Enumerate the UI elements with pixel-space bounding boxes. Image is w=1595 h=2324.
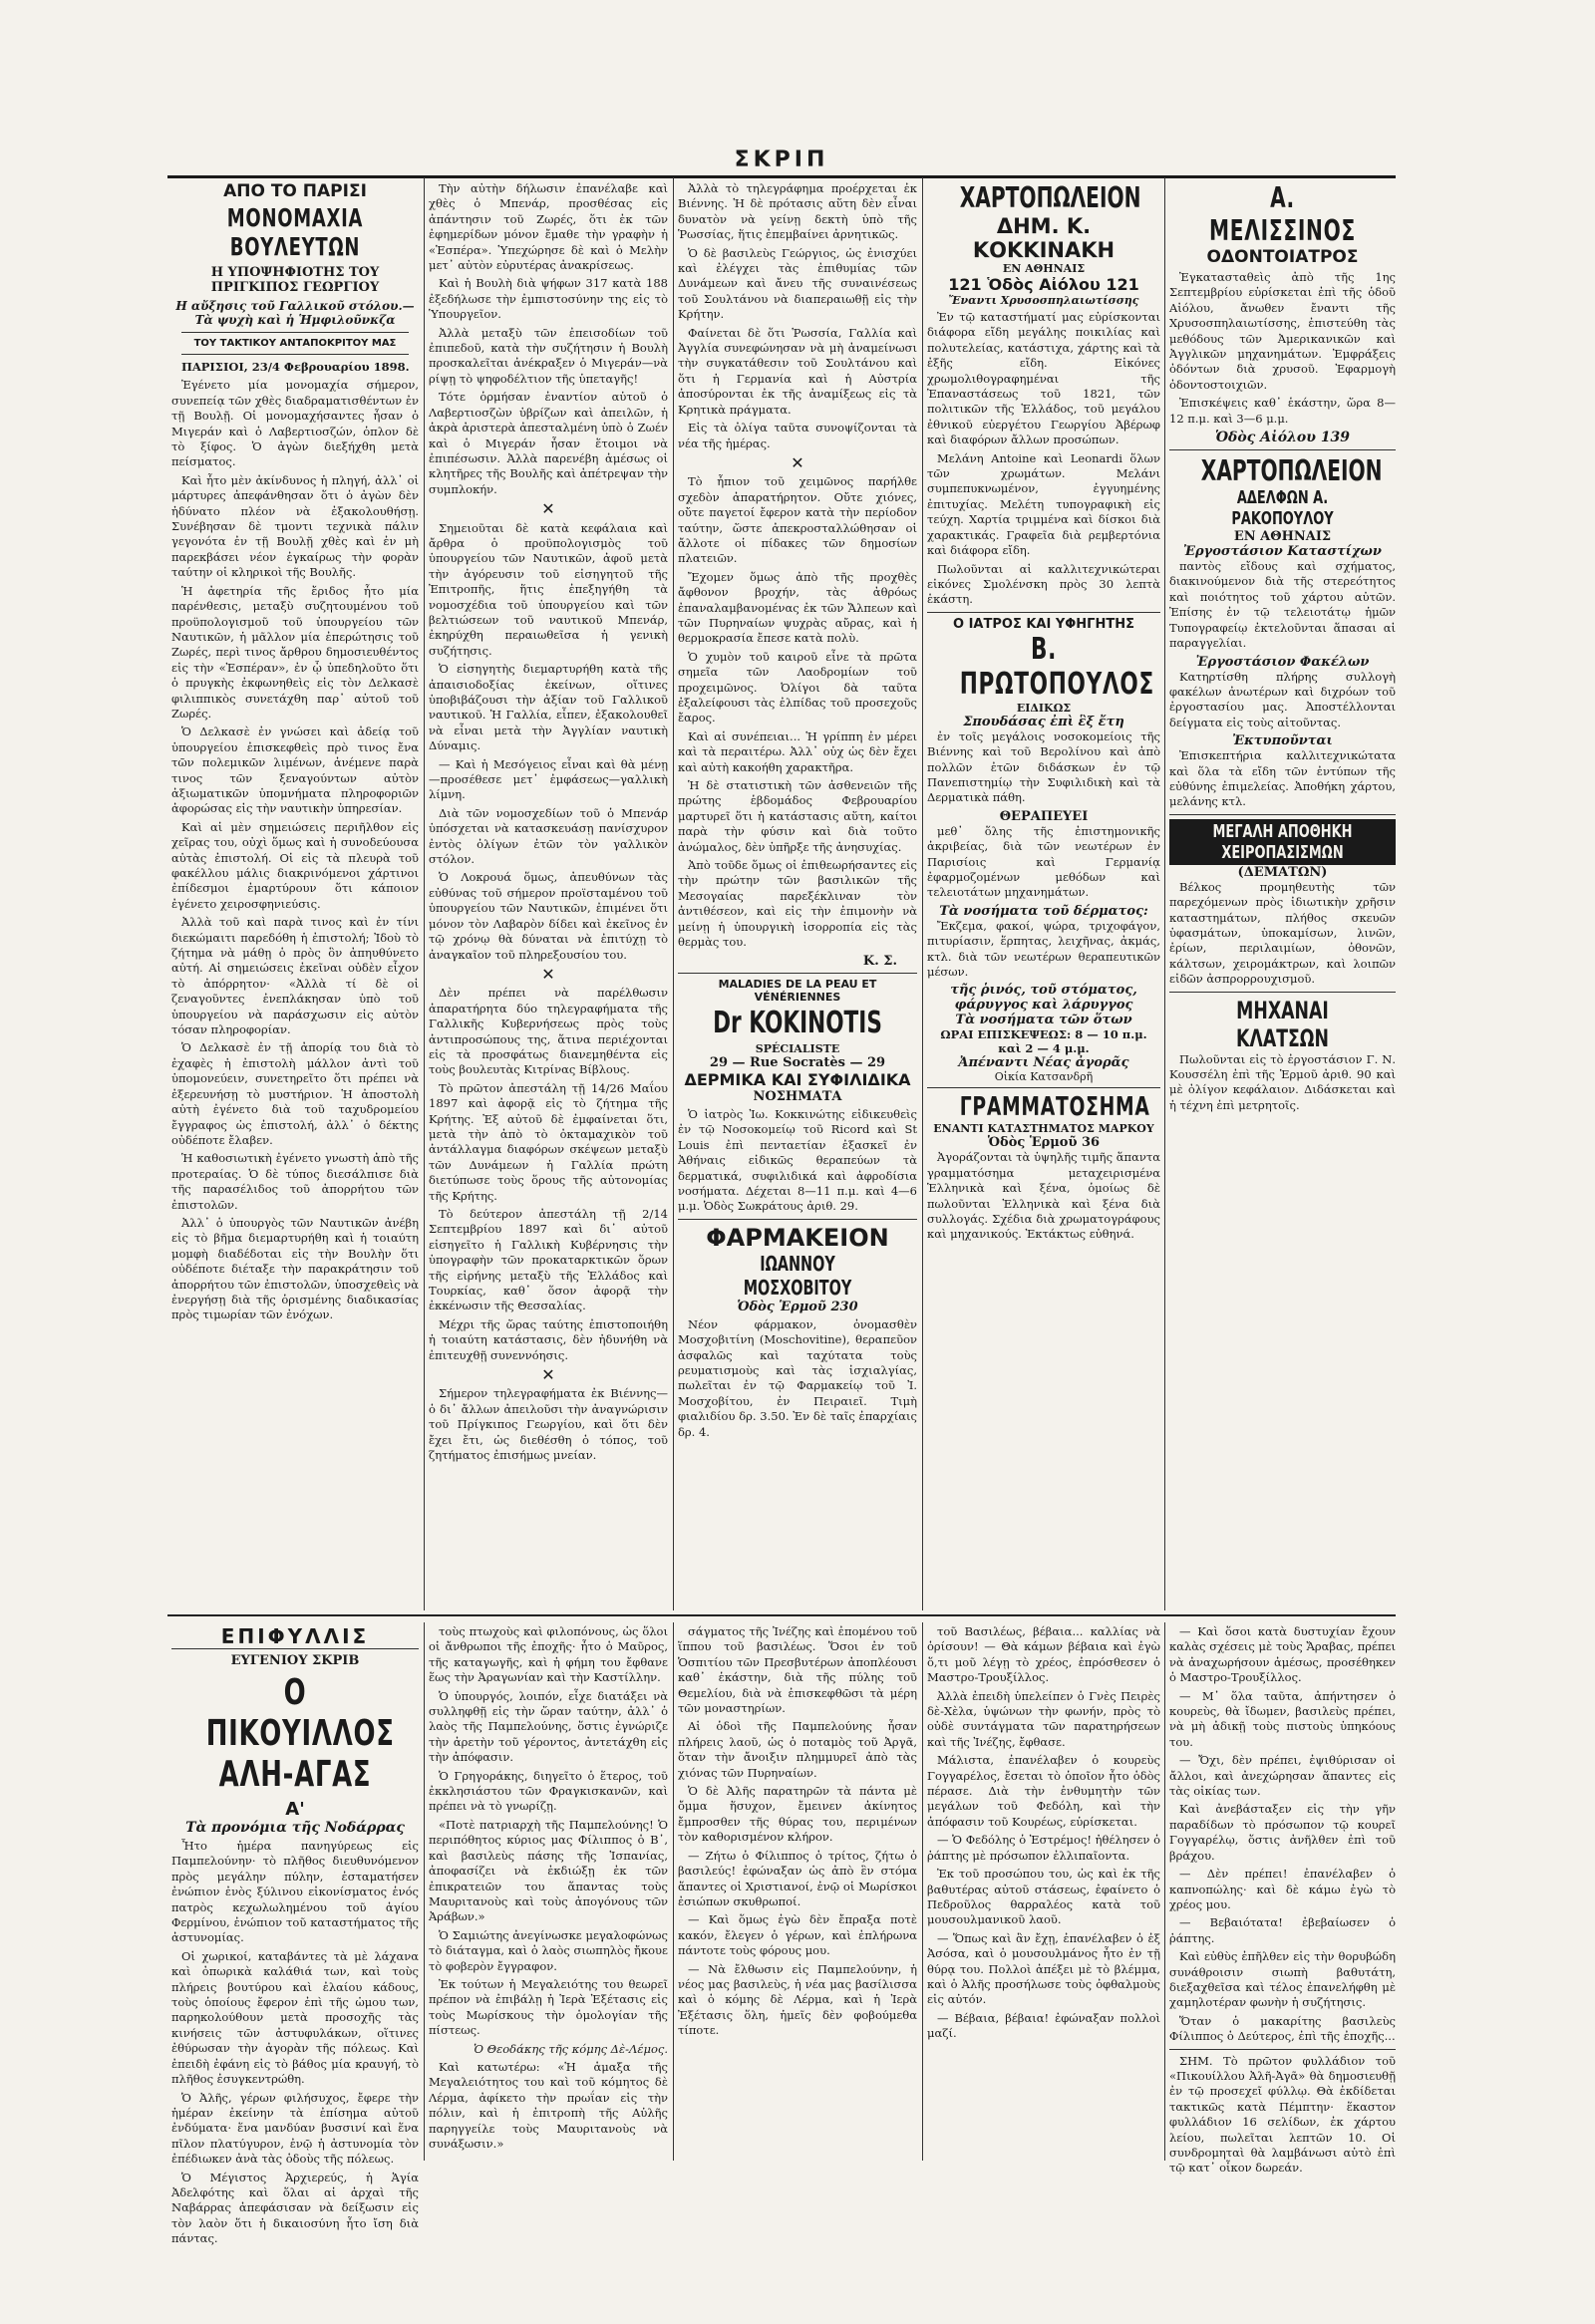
advert-title: ΧΑΡΤΟΠΩΛΕΙΟΝ <box>1200 454 1383 488</box>
advert-body: Πωλοῦνται αἱ καλλιτεχνικώτεραι εἰκόνες Σμολένσκη πρὸς 30 λεπτὰ ἑκάστη. <box>927 561 1160 607</box>
article-continuation <box>429 181 668 1608</box>
advert-stamps <box>927 1092 1160 1242</box>
paragraph: Τὴν αὐτὴν δήλωσιν ἐπανέλαβε καὶ χθὲς ὁ Μπενάρ, προσθέσας εἰς ἀπάντησιν τοῦ Ζωρές, ὅτι ἐκ τῶν ἐφημερίδων μόνον ἔμαθε τὴν γραφὴν ἡ «Ἑσπέρα». Ὑπεχώρησε δὲ καὶ ὁ Μελὴν μετ᾽ αὐτὸν εὐρυτέρας ἀνακρίσεως. <box>429 181 668 273</box>
advert-city: ΕΝ ΑΘΗΝΑΙΣ <box>1233 529 1332 545</box>
paragraph: Ὁ Μέγιστος Ἀρχιερεύς, ἡ Ἁγία Ἀδελφότης καὶ ὅλαι αἱ ἀρχαὶ τῆς Ναβάρρας ἀπεφάσισαν νὰ δείξωσιν εἰς τὸν λαὸν ὅτι ἡ δικαιοσύνη ἦτο ἴση διὰ πάντας. <box>171 2170 419 2246</box>
advert-landmark: Ἔναντι Χρυσοσπηλαιωτίσσης <box>948 294 1139 307</box>
paragraph: — Ὄχι, δὲν πρέπει, ἐψιθύρισαν οἱ ἄλλοι, καὶ ἀνεχώρησαν ἅπαντες εἰς τὰς οἰκίας των. <box>1169 1753 1396 1799</box>
advert-subhead: Ἐργοστάσιον Φακέλων <box>1195 654 1370 670</box>
paragraph: Ὁ Θεοδάκης τῆς κόμης Δὲ-Λέμος. <box>474 2041 668 2056</box>
article-subhead-2: Η αὔξησις τοῦ Γαλλικοῦ στόλου.—Τὰ ψυχὴ καὶ ἡ Ἡμφιλοῦνκζα <box>175 299 415 327</box>
paragraph: Καὶ ἡ Βουλὴ διὰ ψήφων 317 κατὰ 188 ἐξεδήλωσε τὴν ἐμπιστοσύνην της εἰς τὸ Ὑπουργεῖον. <box>429 276 668 322</box>
advert-line: ΕΝΑΝΤΙ ΚΑΤΑΣΤΗΜΑΤΟΣ ΜΑΡΚΟΥ <box>933 1122 1154 1136</box>
paragraph: Ὁ χυμὸν τοῦ καιροῦ εἶνε τὰ πρῶτα σημεῖα τῶν Λαοδρομίων τοῦ προχειμῶνος. Ὀλίγοι δὰ ταῦτα ἐξαλείφουσι τὰς ἐλπίδας τοῦ προσεχοῦς ἔαρος. <box>678 649 917 726</box>
paragraph: Ὁ Σαμιώτης ἀνεγίνωσκε μεγαλοφώνως τὸ διάταγμα, καὶ ὁ λαὸς σιωπηλὸς ἤκουε τὸ φοβερὸν ἔγγραφον. <box>429 1927 668 1973</box>
paragraph: Σήμερον τηλεγραφήματα ἐκ Βιέννης—ὁ δι᾽ ἄλλων ἀπειλοῦσι τὴν ἀναγνώρισιν τοῦ Πρίγκιπος Γεωργίου, καὶ ὅτι δὲν ἔχει ἔτι, ὡς διεθέσθη ὁ τόπος, τοῦ ζητήματος ἐπισήμως μνείαν. <box>429 1386 668 1463</box>
paragraph: Ὁ Ἀλῆς, γέρων φιλήσυχος, ἔφερε τὴν ἡμέραν ἐκείνην τὰ ἐπίσημα αὐτοῦ ἐνδύματα· ἕνα μανδύαν βυσσινί καὶ ἕνα πῖλον πλατύγυρον, ἐνῷ ἡ ἀστυνομία τὸν ἐπέδιωκεν ἀνὰ τὰς ὁδοὺς τῆς πόλεως. <box>171 2090 419 2167</box>
paragraph: — Ὅπως καὶ ἂν ἔχῃ, ἐπανέλαβεν ὁ ἐξ Ἀσόσα, καὶ ὁ μουσουλμάνος ἦτο ἐν τῇ θύρᾳ του. Πολλοὶ ἀπέξει μὲ τὸ βλέμμα, καὶ ὁ Ἀλῆς προσήλωσε τοὺς ὀφθαλμοὺς εἰς αὐτόν. <box>927 1930 1160 2007</box>
divider <box>181 332 409 333</box>
paragraph: Σημειοῦται δὲ κατὰ κεφάλαια καὶ ἄρθρα ὁ προϋπολογισμὸς τοῦ ὑπουργείου τῶν Ναυτικῶν, ἀφοῦ μετὰ τὴν ἀγόρευσιν τοῦ εἰσηγητοῦ τῆς Ἐπιτροπῆς, ἥτις ἐπεξηγήθη τὰ νομοσχέδια τοῦ ὑπουργείου καὶ τῶν βελτιώσεων τοῦ ναυτικοῦ Μπενάρ, ἐκηρύχθη περαιωθεῖσα ἡ γενικὴ συζήτησις. <box>429 520 668 658</box>
advert-line: ΔΕΡΜΙΚΑ ΚΑΙ ΣΥΦΙΛΙΔΙΚΑ <box>684 1069 911 1089</box>
paragraph: Ἐκ τοῦ προσώπου του, ὡς καὶ ἐκ τῆς βαθυτέρας αὐτοῦ στάσεως, ἐφαίνετο ὁ Πεδροῦλος θαρραλέος κατὰ τοῦ μουσουλμανικοῦ λαοῦ. <box>927 1867 1160 1927</box>
feuilleton-chapter-title: Τὰ προνόμια τῆς Νοδάρρας <box>185 1820 405 1836</box>
advert-name: ΑΔΕΛΦΩΝ Α. ΡΑΚΟΠΟΥΛΟΥ <box>1231 487 1334 530</box>
advert-hours: Ἐπισκέψεις καθ᾽ ἑκάστην, ὥρα 8—12 π.μ. καὶ 3—6 μ.μ. <box>1169 396 1396 426</box>
paragraph: Ἦτο ἡμέρα πανηγύρεως εἰς Παμπελούνην· τὸ πλῆθος διευθυνόμενον πρὸς μεγάλην πύλην, ἐσταματήσεν ἐνώπιον ἐνὸς ξύλινου εἰκονίσματος ἑνός πατρὸς κεχωλωλημένου τοῦ ἁγίου Φερμίνου, ἐνώπιον τοῦ καταστήματος τῆς ἀστυνομίας. <box>171 1839 419 1945</box>
masthead-title: ΣΚΡΙΠ <box>734 147 829 172</box>
advert-line: ΘΕΡΑΠΕΥΕΙ <box>999 808 1089 824</box>
paragraph: Ἐκ τούτων ἡ Μεγαλειότης του θεωρεῖ πρέπον νὰ ἐπιβάλῃ ἡ Ἱερὰ Ἐξέτασις εἰς τοὺς Μωρίσκους τὴν ὁμολογίαν τῆς πίστεως. <box>429 1976 668 2038</box>
paragraph: Ὁ Δελκασὲ ἐν τῇ ἀπορίᾳ του διὰ τὸ ἐχαφὲς ἡ ἐπιστολὴ μάλλον ἀντὶ τοῦ ὑπομονεύειν, συνετηρεῖτο ὅτι πρέπει νὰ ἐξερευνήσῃ τὸ μυστήριον. Ἡ ἀποστολὴ αὐτὴ ἐγένετο διὰ τοῦ ταχυδρομείου ἔγγραφος ὡς ἐπιστολή, ἀλλ᾽ ὁ δέκτης οὐδέποτε ἔλαβεν. <box>171 1040 419 1147</box>
advert-rakopoulos <box>1169 454 1396 810</box>
paragraph: — Ὁ Φεδόλης ὁ Ἐστρέμος! ἠθέλησεν ὁ ῥάπτης μὲ πρόσωπον ἐλλιπαῖοντα. <box>927 1833 1160 1863</box>
divider <box>1169 2049 1396 2050</box>
paragraph: — Μ᾽ ὅλα ταῦτα, ἀπήντησεν ὁ κουρεὺς, θὰ ἴδωμεν, βασιλεὺς πρέπει, νὰ μὴ ἀδικῇ τοὺς πιστοὺς ὑπηκόους του. <box>1169 1688 1396 1749</box>
advert-name: Α. ΜΕΛΙΣΣΙΝΟΣ <box>1209 181 1356 247</box>
paragraph: — Ζήτω ὁ Φίλιππος ὁ τρίτος, ζήτω ὁ βασιλεύς! ἐφώναξαν ὡς ἀπὸ ἓν στόμα ἅπαντες οἱ Χριστιανοί, ἐνῷ οἱ Μωρίσκοι ἐσιώπων σκυθρωποί. <box>678 1848 917 1908</box>
article-paris <box>171 181 419 1608</box>
advert-title: ΦΑΡΜΑΚΕΙΟΝ <box>706 1223 889 1252</box>
advert-landmark: Οἰκία Κατσανδρῆ <box>994 1070 1094 1084</box>
article-kicker: ΑΠΟ ΤΟ ΠΑΡΙΣΙ <box>223 181 367 201</box>
divider <box>927 1087 1160 1088</box>
advert-line: Τὰ νοσήματα τοῦ δέρματος: <box>939 903 1148 919</box>
advert-hours: ΩΡΑΙ ΕΠΙΣΚΕΨΕΩΣ: 8 — 10 π.μ. καὶ 2 — 4 μ.μ. <box>940 1027 1147 1056</box>
paragraph: Ὁ ὑπουργός, λοιπόν, εἶχε διατάξει νὰ συλληφθῇ εἰς τὴν ὥραν ταύτην, ἀλλ᾽ ὁ λαὸς τῆς Παμπελούνης, ὅστις ἐγνώριζε τὴν ἀρετὴν τοῦ γέροντος, ἀντετάχθη εἰς τὴν ἀπόφασιν. <box>429 1688 668 1765</box>
advert-body: ἐν τοῖς μεγάλοις νοσοκομείοις τῆς Βιέννης καὶ τοῦ Βερολίνου καὶ ἀπὸ πολλῶν ἐτῶν διδάσκων ἐν τῷ Πανεπιστημίῳ τὴν Συφιλιδικὴ καὶ τὰ Δερματικὰ πάθη. <box>927 728 1160 805</box>
advert-title: ΧΑΡΤΟΠΩΛΕΙΟΝ <box>959 181 1141 214</box>
advert-body: Ἐν τῷ καταστήματί μας εὑρίσκονται διάφορα εἴδη μεγάλης ποικιλίας καὶ πολυτελείας, κατάστιχα, χάρτης καὶ τὰ ἐξῆς εἴδη. Εἰκόνες χρωμολιθογραφημέναι τῆς Ἐπαναστάσεως τοῦ 1821, τῶν πολιτικῶν τῆς Ἑλλάδος, τοῦ μεγάλου ἐθνικοῦ εὐεργέτου Γεωργίου Ἀβέρωφ καὶ διαφόρων ἄλλων προσώπων. <box>927 310 1160 447</box>
advert-line: (ΔΕΜΑΤΩΝ) <box>1237 864 1328 880</box>
advert-body: Νέον φάρμακον, ὀνομασθὲν Μοσχοβιτίνη (Moschovitine), θεραπεῦον ἀσφαλῶς καὶ ταχύτατα τοὺς ρευματισμοὺς καὶ τὰς ἰσχιαλγίας, πωλεῖται ἐν τῷ Φαρμακείῳ τοῦ Ἰ. Μοσχοβίτου, ἐν Πειραιεῖ. Τιμὴ φιαλιδίου δρ. 3.50. Ἐν δὲ ταῖς ἐπαρχίαις δρ. 4. <box>678 1316 917 1439</box>
paragraph: Φαίνεται δὲ ὅτι Ῥωσσία, Γαλλία καὶ Ἀγγλία συνεφώνησαν νὰ μὴ ἀναμείνωσι τὴν συγκατάθεσιν τοῦ Σουλτάνου καὶ ὅτι ἡ Γερμανία καὶ ἡ Αὐστρία ἀποσύρονται ἐκ τῆς ἀναμίξεως εἰς τὰ Κρητικὰ πράγματα. <box>678 325 917 417</box>
advert-name: ΙΩΑΝΝΟΥ ΜΟΣΧΟΒΙΤΟΥ <box>743 1251 852 1300</box>
paragraph: Ὁ Λοκρουά ὅμως, ἀπευθύνων τὰς εὐθύνας τοῦ σήμερον προϊσταμένου τοῦ ὑπουργείου τῶν Ναυτικῶν, ἐπιμένει ὅτι μόνον τὸν Λαβαρὸν δίδει καὶ ἐκεῖνος ἐν τῷ χρόνῳ θὰ δύναται νὰ ἐπιτύχῃ τὸ ἀναγκαῖον τοῦ πληρεξουσίου του. <box>429 870 668 962</box>
advert-body: Πωλοῦνται εἰς τὸ ἐργοστάσιον Γ. Ν. Κουσσέλη ἐπὶ τῆς Ἑρμοῦ ἀριθ. 90 καὶ μὲ ὀλίγον κεφάλαιον. Διδάσκεται καὶ ἡ τέχνη ἐπὶ μετρητοῖς. <box>1169 1051 1396 1112</box>
paragraph: Ὅταν ὁ μακαρίτης βασιλεὺς Φίλιππος ὁ Δεύτερος, ἐπὶ τῆς ἐποχῆς... <box>1169 2013 1396 2044</box>
advert-line: ΝΟΣΗΜΑΤΑ <box>753 1088 842 1104</box>
paragraph: «Ποτὲ πατριαρχὴ τῆς Παμπελούνης! Ὁ περιπόθητος κύριος μας Φίλιππος ὁ Β᾽, καὶ βασιλεὺς πάσης τῆς Ἱσπανίας, ἀποφασίζει νὰ ἐκδιώξῃ ἐκ τῶν ἐπικρατειῶν του ἅπαντας τοὺς Μαυριτανοὺς καὶ τοὺς ἀπογόνους τῶν Ἀράβων.» <box>429 1817 668 1924</box>
paragraph: Ἀπὸ τοῦδε ὅμως οἱ ἐπιθεωρήσαντες εἰς τὴν πρώτην τῶν βασιλικῶν τῆς Μεσογαίας παρεξέκλιναν τὸν ἀντιθέσεον, καὶ εἰς τὴν ἐπιμονὴν νὰ μείνῃ ἡ ὑπουργικὴ ἰσορροπία εἰς τὰς θερμὰς του. <box>678 858 917 950</box>
paragraph: τοὺς πτωχοὺς καὶ φιλοπόνους, ὡς ὅλοι οἱ ἄνθρωποι τῆς ἐποχῆς· ἦτο ὁ Μαῦρος, τῆς καταγωγῆς, καὶ ἡ φήμη του ἔφθανε ἕως τὴν Ἀραγωνίαν καὶ τὴν Καστίλλην. <box>429 1624 668 1685</box>
paragraph: — Δὲν πρέπει! ἐπανέλαβεν ὁ καπνοπώλης· καὶ δὲ κάμω ἐγὼ τὸ χρέος μου. <box>1169 1867 1396 1911</box>
advert-body: Κατηρτίσθη πλήρης συλλογὴ φακέλων ἀνωτέρων καὶ διχρόων τοῦ ἐργοστασίου μας. Ἀποστέλλονται δείγματα εἰς τοὺς αἰτοῦντας. <box>1169 669 1396 729</box>
paragraph: Καὶ κατωτέρω: «Ἡ ἁμαξα τῆς Μεγαλειότητος του καὶ τοῦ κόμητος δὲ Λέρμα, ἀφίκετο τὴν πρωΐαν εἰς τὴν πόλιν, καὶ ἡ ἐπιτροπὴ τῆς Αὐλῆς παρηγγείλε τοὺς Μαυριτανοὺς νὰ συνάξωσιν.» <box>429 2059 668 2151</box>
advert-column <box>927 181 1160 1608</box>
advert-body: Μελάνη Antoine καὶ Leonardi ὅλων τῶν χρωμάτων. Μελάνι συμπεπυκνωμένον, ἐγγυημένης ἐπιτυχίας. Μελέτη τυπογραφικὴ εἰς τεύχη. Χαρτία τριμμένα καὶ δίσκοι διὰ χαρακτικάς. Γραφεῖα διὰ ρεμβερτόνια καὶ διάφορα εἴδη. <box>927 450 1160 558</box>
advert-kicker: Ο ΙΑΤΡΟΣ ΚΑΙ ΥΦΗΓΗΤΗΣ <box>953 616 1134 632</box>
paragraph: Ὁ Δελκασὲ ἐν γνώσει καὶ ἀδείᾳ τοῦ ὑπουργείου ἐπισκεφθεὶς πρὸ τινος ἔνα τῶν πολεμικῶν λιμένων, ἀνέμενε παρὰ τινος τῶν ξεναγούντων αὐτὸν ἀξιωματικῶν ὑπομνήματα πληροφοριῶν ἀφορώσας εἰς τὴν ναυτικὴν ὑπηρεσίαν. <box>171 725 419 816</box>
advert-pharmacy <box>678 1224 917 1440</box>
paragraph: Ἡ ἀφετηρία τῆς ἔριδος ἦτο μία παρένθεσις, μεταξὺ συζητουμένου τοῦ προϋπολογισμοῦ τοῦ ὑπουργείου τῶν Ναυτικῶν, ἡ μᾶλλον μία ἐπερώτησις τοῦ Ζωρές, περὶ τινος ἄρθρου δημοσιευθέντος εἰς τὴν «Ἑσπέραν», ἐν ᾧ ὑπεδηλοῦτο ὅτι ὁ πρυγκὴς ἐκφωνηθεὶς εἰς τὸν Δελκασὲ φιλιππικὸς συνετάχθη παρ᾽ αὐτοῦ τοῦ Ζωρές. <box>171 583 419 721</box>
article-and-ads <box>678 181 917 1608</box>
paragraph: Ἀλλ᾽ ὁ ὑπουργὸς τῶν Ναυτικῶν ἀνέβη εἰς τὸ βῆμα διεμαρτυρήθη καὶ ἡ τοιαύτη μομφὴ διαδέδοται εἰς τὴν Βουλὴν ὅτι οὐδέποτε διέταξε τὴν παρακράτησιν τοῦ ἀπορρήτου τῶν ἐπιστολῶν, ὑποσχεθεὶς νὰ ἐνεργήσῃ διὰ τῆς ὁρισμένης διαδικασίας πρὸς τιμωρίαν τῶν ἐνόχων. <box>171 1215 419 1322</box>
advert-role: ΟΔΟΝΤΟΙΑΤΡΟΣ <box>1206 247 1359 267</box>
advert-body: Ἀγοράζονται τὰ ὑψηλῆς τιμῆς ἅπαντα γραμματόσημα μεταχειρισμένα Ἑλληνικὰ καὶ ξένα, ὁμοίως δὲ πωλοῦνται Ἑλληνικὰ καὶ ξένα διὰ συλλογάς. Σχέδια διὰ χρωματογράφους καὶ μηχανικούς. Ἐκτάκτως εὐθηνά. <box>927 1150 1160 1242</box>
column-rule <box>673 177 674 1610</box>
advert-body: Βέλκος προμηθευτὴς τῶν παρεχόμενων πρὸς ἰδιωτικὴν χρῆσιν καταστημάτων, πλήθος σκευῶν ὑφασμάτων, ὑποκαμίσων, λινῶν, ἐρίων, περιλαιμίων, ὀθονῶν, κάλτσων, χειρομάκτρων, καὶ λοιπῶν εἰδῶν ἀσπρορρουχισμοῦ. <box>1169 879 1396 987</box>
paragraph: τοῦ Βασιλέως, βέβαια... καλλίας νὰ ὁρίσουν! — Θὰ κάμων βέβαια καὶ ἐγὼ ὅ,τι μοῦ λέγῃ τὸ χρέος, ἐπρόσθεσεν ὁ Μαστρο-Τρουξίλλος. <box>927 1624 1160 1685</box>
advert-address: Ὁδὸς Ἑρμοῦ 230 <box>737 1299 858 1314</box>
article-byline: ΤΟΥ ΤΑΚΤΙΚΟΥ ΑΝΤΑΠΟΚΡΙΤΟΥ ΜΑΣ <box>193 338 397 349</box>
paragraph: Ἐγένετο μία μονομαχία σήμερον, συνεπείᾳ τῶν χθὲς διαδραματισθέντων ἐν τῇ Βουλῇ. Οἱ μονομαχήσαντες ἦσαν ὁ Μιγεράν καὶ ὁ Λαβερτιοσζών, ὁπλον δὲ τὸ ξίφος. Ὁ ἀγὼν διεξήχθη μετὰ πείσματος. <box>171 378 419 469</box>
feuilleton-col-1 <box>171 1624 419 2246</box>
column-rule <box>673 1622 674 2161</box>
advert-line: τῆς ῥινός, τοῦ στόματος, φάρυγγος καὶ λάρυγγος <box>950 983 1137 1014</box>
column-rule <box>424 177 425 1610</box>
advert-warehouse <box>1169 819 1396 988</box>
paragraph: Ἀλλὰ τοῦ καὶ παρὰ τινος καὶ ἐν τίνι διεκώμαιτι παρεδόθη ἡ ἐπιστολή; Ἰδοὺ τὸ ζήτημα νὰ μάθῃ ὁ πρὸς ὃν ἀπηυθύνετο αὐτή. Αἱ σημειώσεις ἐκεῖναι οὐδὲν εἶχον τὸ ἀπόρρητον· «Ἀλλὰ τί δὲ οἱ ζεναγοῦντες ἐνεπλάκησαν ὑπὸ τοῦ ὑπουργείου νὰ παράσχωσιν εἰς αὐτὸν τόσαν πληροφορίαν. <box>171 915 419 1037</box>
paragraph: Καὶ εὐθὺς ἐπῆλθεν εἰς τὴν θορυβώδη συνάθροισιν σιωπὴ βαθυτάτη, διεξαχθεῖσα καὶ τέλος ἐπανελήφθη μὲ χαμηλοτέραν φωνὴν ἡ συζήτησις. <box>1169 1949 1396 2010</box>
column-rule <box>1164 1622 1165 2161</box>
divider <box>927 612 1160 613</box>
article-dateline: ΠΑΡΙΣΙΟΙ, 23/4 Φεβρουαρίου 1898. <box>181 360 410 374</box>
advert-body: Ἐπισκεπτήρια καλλιτεχνικώτατα καὶ ὅλα τὰ εἴδη τῶν ἐντύπων τῆς εὐθύνης ἐπιμελείας. Ἀποθήκη χάρτου, μελάνης κτλ. <box>1169 748 1396 809</box>
article-subhead: Η ΥΠΟΨΗΦΙΟΤΗΣ ΤΟΥ ΠΡΙΓΚΙΠΟΣ ΓΕΩΡΓΙΟΥ <box>210 265 380 295</box>
paragraph: Καὶ ἦτο μὲν ἀκίνδυνος ἡ πληγή, ἀλλ᾽ οἱ μάρτυρες ἀπεφάνθησαν ὅτι ὁ ἀγὼν δὲν ἠδύνατο πλέον νὰ ἐξακολουθήσῃ. Συνέβησαν δὲ τμοντι τεχνικὰ πάλιν γεγονότα ἐν τῇ Βουλῇ χθὲς καὶ ἐν μὴ παρεκβάσει νέον ἐγκαίρως τὴν φορὰν ταύτην οἱ κληρικοὶ τῆς Βουλῆς. <box>171 472 419 580</box>
paragraph: — Νὰ ἔλθωσιν εἰς Παμπελούνην, ἡ νέος μας βασιλεὺς, ἡ νέα μας βασίλισσα καὶ ὁ κόμης δὲ Λέρμα, καὶ ἡ Ἱερὰ Ἐξέτασις ὅλη, ἡμεῖς δὲν φοβούμεθα τίποτε. <box>678 1961 917 2038</box>
advert-line: Τὰ νοσήματα τῶν ὅτων <box>955 1013 1132 1028</box>
column-rule <box>922 1622 923 2161</box>
paragraph: Ὁ δὲ βασιλεὺς Γεώργιος, ὡς ἐνισχύει καὶ ἐλέγχει τὰς ἐπιθυμίας τῶν Δυνάμεων καὶ ἄνευ τῆς συναινέσεως τοῦ Σουλτάνου νὰ διαπεραιωθῇ εἰς τὴν Κρήτην. <box>678 245 917 322</box>
feuilleton-note: ΣΗΜ. Τὸ πρῶτον φυλλάδιον τοῦ «Πικουίλλου Ἀλῆ-Ἀγᾶ» θὰ δημοσιευθῇ ἐν τῷ προσεχεῖ φύλλῳ. Θὰ ἐκδίδεται τακτικῶς κατὰ Πέμπτην· ἕκαστον φυλλάδιον 16 σελίδων, ἐκ χάρτου λείου, πωλεῖται λεπτῶν 10. Οἱ συνδρομηταὶ θὰ λαμβάνωσι αὐτὸ ἐπὶ τῷ κατ᾽ οἶκον δωρεάν. <box>1169 2053 1396 2176</box>
paragraph: Ἀλλὰ τὸ τηλεγράφημα προέρχεται ἐκ Βιέννης. Ἡ δὲ πρότασις αὕτη δὲν εἶναι δυνατὸν νὰ γείνῃ δεκτὴ ὑπὸ τῆς Ῥωσσίας, ἥτις ἐπεμβαίνει ἀρνητικῶς. <box>678 181 917 242</box>
advert-title: ΜΕΓΑΛΗ ΑΠΟΘΗΚΗ ΧΕΙΡΟΠΑΣΙΣΜΩΝ <box>1169 819 1396 865</box>
paragraph: — Βέβαια, βέβαια! ἐφώναξαν πολλοὶ μαζί. <box>927 2010 1160 2041</box>
article-body <box>678 181 917 969</box>
advert-name: Dr KOKINOTIS <box>713 1005 882 1040</box>
paragraph: σάγματος τῆς Ἰνέζης καὶ ἐπομένου τοῦ ἵππου τοῦ βασιλέως. Ὅσοι ἐν τοῦ Ὁσπιτίου τῶν Πρεσβυτέρων ἀποπλέουσι καθ᾽ ἑκάστην, διὰ τῆς πύλης τοῦ Θεμελίου, διὰ νὰ ἐπισκεφθῶσι τὰ μέρη τῶν μοναστηρίων. <box>678 1624 917 1716</box>
paragraph: — Βεβαιότατα! ἐβεβαίωσεν ὁ ῥάπτης. <box>1169 1915 1396 1945</box>
advert-landmark: Ἀπέναντι Νέας ἀγορᾶς <box>958 1055 1129 1071</box>
advert-melissinos <box>1169 181 1396 445</box>
advert-line: SPÉCIALISTE <box>755 1041 840 1055</box>
advert-name: ΔΗΜ. Κ. ΚΟΚΚΙΝΑΚΗ <box>972 214 1116 262</box>
divider <box>1169 449 1396 450</box>
article-body <box>429 181 668 1464</box>
advert-subhead: Ἐργοστάσιον Καταστίχων <box>1183 544 1382 560</box>
advert-kokinotis <box>678 978 917 1215</box>
paragraph: Ὁ Γρηγοράκης, διηγεῖτο ὁ ἕτερος, τοῦ ἐκκλησιάστου τῶν Φραγκισκανῶν, καὶ πρέπει νὰ τὸ γνωρίζῃ. <box>429 1768 668 1814</box>
advert-line: ΕΙΔΙΚΩΣ <box>1016 701 1072 715</box>
section-cross-separator: ✕ <box>541 1365 555 1385</box>
advert-line: MALADIES DE LA PEAU ET VÉNÉRIENNES <box>718 977 877 1004</box>
paragraph: Ὁ εἰσηγητὴς διεμαρτυρήθη κατὰ τῆς ἀπαισιοδοξίας ἐκείνων, οἵτινες ὑποβιβάζουσι τὴν ἀξίαν τοῦ Γαλλικοῦ ναυτικοῦ. Ἡ Γαλλία, εἶπεν, ἐξακολουθεῖ νὰ εἶναι μετὰ τὴν Ἀγγλίαν ναυτικὴ Δύναμις. <box>429 662 668 753</box>
divider <box>1169 814 1396 815</box>
column-rule <box>922 177 923 1610</box>
feuilleton-chapter: Α' <box>285 1799 305 1820</box>
section-cross-separator: ✕ <box>791 452 804 472</box>
paragraph: Ἡ δὲ στατιστικὴ τῶν ἀσθενειῶν τῆς πρώτης ἑβδομάδος Φεβρουαρίου μαρτυρεῖ ὅτι ἡ κατάστασις αὕτη, καίτοι παρὰ τὴν φύσιν καὶ διὰ τοῦτο ἀνώμαλος, δὲν ὑπῆρξε τῆς ἀνησυχίας. <box>678 778 917 854</box>
paragraph: Ἀλλὰ ἐπειδὴ ὑπελείπεν ὁ Γνὲς Πειρὲς δὲ-Χὲλα, ὑψώνων τὴν φωνήν, πρὸς τὸ οὐδὲ συντάγματα τῶν παρατηρήσεων καὶ τῆς Ἰνέζης, ἔφθασε. <box>927 1688 1160 1749</box>
column-rule <box>424 1622 425 2161</box>
paragraph: Τότε ὁρμήσαν ἐναντίον αὐτοῦ ὁ Λαβερτιοσζὼν ὑβρίζων καὶ ἀπειλῶν, ἡ ἀκρὰ ἀριστερὰ ἀπεσταλμένη ὑπὸ ὁ Ζωέν καὶ ὁ Μιγεράν ἦσαν ἕτοιμοι νὰ ἐπιπέσωσιν. Ἀλλὰ παρενέβη ἀμέσως οἱ κλητῆρες τῆς Βουλῆς καὶ ἀπέτρεψαν τὴν συμπλοκήν. <box>429 390 668 496</box>
paragraph: Ἔχομεν ὅμως ἀπὸ τῆς προχθὲς ἄφθονον βροχήν, τὰς ἀθρόως ἐπαναλαμβανομένας ἐκ τῶν Ἄλπεων καὶ τῶν Πυρηναίων ψυχρὰς αὔρας, καὶ ἡ θερμοκρασία ἔπεσε κατὰ πολὺ. <box>678 569 917 646</box>
advert-name: Β. ΠΡΩΤΟΠΟΥΛΟΣ <box>959 631 1154 702</box>
advert-protopoulos <box>927 617 1160 1084</box>
advert-address: Ὁδὸς Αἰόλου 139 <box>1214 430 1351 446</box>
paragraph: — Καὶ ὅσοι κατὰ δυστυχίαν ἔχουν καλὰς σχέσεις μὲ τοὺς Ἄραβας, πρέπει νὰ ἀναχωρήσουν ἀμέσως, προσέθηκεν ὁ Μαστρο-Τρουξίλλος. <box>1169 1624 1396 1685</box>
paragraph: Τὸ δεύτερον ἀπεστάλη τῇ 2/14 Σεπτεμβρίου 1897 καὶ δι᾽ αὐτοῦ εἰσηγεῖτο ἡ Γαλλικὴ Κυβέρνησις τὴν ὑπογραφὴν τῶν προκαταρκτικῶν ὅρων τῆς εἰρήνης μεταξὺ τῆς Ἑλλάδος καὶ Τουρκίας, καθ᾽ ὅσον ἀφορᾷ τὴν ἐκκένωσιν τῆς Θεσσαλίας. <box>429 1207 668 1313</box>
advert-city: ΕΝ ΑΘΗΝΑΙΣ <box>1002 262 1086 275</box>
paragraph: Μέχρι τῆς ὥρας ταύτης ἐπιστοποιήθη ἡ τοιαύτη κατάστασις, δὲν ἠδυνήθη νὰ ἐπιτευχθῇ συνεννόησις. <box>429 1316 668 1362</box>
article-body <box>171 360 419 1323</box>
paragraph: Μάλιστα, ἐπανέλαβεν ὁ κουρεὺς Γογγαρέλος, ἔσεται τὸ ὁποῖον ἦτο ὁδὸς πέρασε. Διὰ τὴν ἐνθυμητὴν τῶν μεγάλων τοῦ Φεδόλη, καὶ τὴν ἀπόφασιν τοῦ Κουρέως, εὐρίσκεται. <box>927 1753 1160 1829</box>
paragraph: Ἀλλὰ μεταξὺ τῶν ἐπεισοδίων τοῦ ἐπιπεδοῦ, κατὰ τὴν συζήτησιν ἡ Βουλὴ προσκαλεῖται ἀνέκραξεν ὁ Μιγεράν—νὰ ρίψῃ τὸ ψηφοδέλτιον τῆς ὑπεταγῆς! <box>429 325 668 386</box>
masthead <box>167 147 1396 178</box>
advert-address: 29 — Rue Socratès — 29 <box>709 1054 886 1070</box>
advert-line: Σπουδάσας ἐπὶ ἓξ ἔτη <box>963 714 1124 729</box>
advert-body: μεθ᾽ ὅλης τῆς ἐπιστημονικῆς ἀκριβείας, διὰ τῶν νεωτέρων ἐν Παρισίοις καὶ Γερμανίᾳ ἐφαρμοζομένων μεθόδων καὶ τελειοτάτων μηχανημάτων. <box>927 823 1160 900</box>
paragraph: — Καὶ ὅμως ἐγὼ δὲν ἔπραξα ποτὲ κακόν, ἔλεγεν ὁ γέρων, καὶ ἐπλήρωνα πάντοτε τοὺς φόρους μου. <box>678 1912 917 1958</box>
divider <box>678 1219 917 1220</box>
feuilleton-author: ΕΥΓΕΝΙΟΥ ΣΚΡΙΒ <box>230 1653 360 1668</box>
paragraph: Διὰ τῶν νομοσχεδίων τοῦ ὁ Μπενάρ ὑπόσχεται νὰ κατασκευάσῃ πανίσχυρον ἐντὸς ὀλίγων ἐτῶν τὸν γαλλικὸν στόλον. <box>429 805 668 867</box>
paragraph: Καὶ αἱ συνέπειαι... Ἡ γρίππη ἐν μέρει καὶ τὰ περαιτέρω. Ἀλλ᾽ οὐχ ὡς δὲν ἔχει καὶ αὐτὴ κακοήθη χαρακτῆρα. <box>678 728 917 774</box>
feuilleton-divider <box>167 1614 1396 1616</box>
feuilleton-col-5 <box>1169 1624 1396 2176</box>
advert-body: παντὸς εἴδους καὶ σχήματος, διακινούμενον διὰ τῆς στερεότητος καὶ ποιότητος τοῦ χάρτου αὐτῶν. Ἐπίσης ἐν τῷ τελειοτάτῳ ἡμῶν Τυπογραφείῳ ἐκτελοῦνται ἅπασαι αἱ παραγγελίαι. <box>1169 559 1396 651</box>
divider <box>1169 992 1396 993</box>
divider <box>181 354 409 355</box>
section-cross-separator: ✕ <box>541 499 555 519</box>
advert-subhead: Ἐκτυποῦνται <box>1232 733 1333 749</box>
article-signature: Κ. Σ. <box>862 953 897 969</box>
advert-kokkinakis-stationery <box>927 181 1160 608</box>
paragraph: — Καὶ ἡ Μεσόγειος εἶναι καὶ θὰ μένῃ—προσέθεσε μετ᾽ ἐμφάσεως—γαλλικὴ λίμνη. <box>429 756 668 802</box>
paragraph: Αἱ ὁδοὶ τῆς Παμπελούνης ἦσαν πλήρεις λαοῦ, ὡς ὁ ποταμὸς τοῦ Ἀργᾶ, ὅταν τὴν ἄνοιξιν πλημμυρεῖ ἀπὸ τὰς χιόνας τῶν Πυρηναίων. <box>678 1719 917 1780</box>
paragraph: Καὶ αἱ μὲν σημειώσεις περιῆλθον εἰς χεῖρας του, οὐχὶ ὅμως καὶ ἡ συνοδεύουσα αὐτὰς ἐπιστολή. Οἱ εἰς τὰ πλευρὰ τοῦ φακέλλου μάλις διακρινόμενοι χάρτινοι ἐπίδεσμοι ἐμαρτύρουν ὅτι κάποιον ἐγένετο χειροσφηνιεύσις. <box>171 819 419 911</box>
paragraph: Εἰς τὰ ὀλίγα ταῦτα συνοψίζονται τὰ νέα τῆς ἡμέρας. <box>678 421 917 450</box>
advert-body: Ἐγκατασταθεὶς ἀπὸ τῆς 1ης Σεπτεμβρίου εὑρίσκεται ἐπὶ τῆς ὁδοῦ Αἰόλου, ἄνωθεν ἔναντι τῆς Χρυσοσπηλαιωτίσσης, ἐπιστεύθη τὰς μεθόδους τῶν Ἀμερικανικῶν καὶ Ἀγγλικῶν μηχανημάτων. Ἐμφράξεις ὀδόντων διὰ χρυσοῦ. Ἐφαρμογὴ ὀδοντοστοιχιῶν. <box>1169 270 1396 392</box>
feuilleton-col-2 <box>429 1624 668 2159</box>
divider <box>678 973 917 974</box>
advert-title: ΓΡΑΜΜΑΤΟΣΗΜΑ <box>959 1092 1150 1123</box>
advert-body: Ἔκζεμα, φακοί, ψώρα, τριχοφάγον, πιτυρίασιν, ἕρπητας, λειχῆνας, ἀκμάς, κτλ. διὰ τῶν νεωτέρων θεραπευτικῶν μέσων. <box>927 918 1160 979</box>
advert-body: Ὁ ἰατρὸς Ἰω. Κοκκινώτης εἰδικευθεὶς ἐν τῷ Νοσοκομείῳ τοῦ Ricord καὶ St Louis ἐπὶ πενταετίαν ἐξασκεῖ ἐν Ἀθήναις εἰδικῶς θεραπεύων τὰ δερματικά, συφιλιδικά καὶ ἀφροδίσια νοσήματα. Δέχεται 8—11 π.μ. καὶ 4—6 μ.μ. Ὁδὸς Σωκράτους ἀριθ. 29. <box>678 1106 917 1214</box>
advert-address: Ὁδὸς Ἑρμοῦ 36 <box>987 1135 1101 1151</box>
advert-address: 121 Ὁδὸς Αἰόλου 121 <box>948 275 1139 294</box>
feuilleton-col-4 <box>927 1624 1160 2159</box>
advert-title: ΜΗΧΑΝΑΙ ΚΛΑΤΣΩΝ <box>1236 996 1329 1052</box>
paragraph: Τὸ ἦπιον τοῦ χειμῶνος παρήλθε σχεδὸν ἀπαρατήρητον. Οὔτε χιόνες, οὔτε παγετοί ἔφερον κατὰ τὴν περίοδον ταύτην, ὥστε ἀπεκροσταλλώθησαν οἱ ἄλλοτε οἱ πίδακες τῶν δημοσίων πλατειῶν. <box>678 474 917 566</box>
article-headline: ΜΟΝΟΜΑΧΙΑ ΒΟΥΛΕΥΤΩΝ <box>226 203 364 261</box>
column-rule <box>1164 177 1165 1610</box>
advert-column <box>1169 181 1396 1608</box>
paragraph: Οἱ χωρικοί, καταβάντες τὰ μὲ λάχανα καὶ ὀπωρικὰ καλάθιά των, καὶ τοὺς πλήρεις βουτύρου καὶ ἐλαίου κάδους, τοὺς ὁποίους ἔφερον ἐπὶ τῆς ὠμου των, παρηκολούθουν μετὰ προσοχῆς τὰς κινήσεις τῶν ἀστυφυλάκων, οἵτινες ἐθύρωσαν τὴν ἀγορὰν τῆς πόλεως. Καὶ ἐπειδὴ ἐφάνη εἰς τὸ βάθος μία κραυγή, τὸ πλῆθος ἐσυγκεντρώθη. <box>171 1948 419 2087</box>
feuilleton-label: ΕΠΙΦΥΛΛΙΣ <box>171 1624 419 1649</box>
paragraph: Καὶ ἀνεβάσταξεν εἰς τὴν γῆν παραδίδων τὸ πρόσωπον τῷ κουρεῖ Γογγαρέλῳ, ὅστις ἀνῆλθεν ἐπὶ τοῦ βράχου. <box>1169 1802 1396 1863</box>
feuilleton-col-3 <box>678 1624 917 2159</box>
feuilleton-title: Ο ΠΙΚΟΥΙΛΛΟΣ ΑΛΗ-ΑΓΑΣ <box>205 1672 395 1795</box>
paragraph: Ἡ καθοσιωτικὴ ἐγένετο γνωστὴ ἀπὸ τῆς προτεραίας. Ὁ δὲ τύπος διεσάλπισε διὰ τῆς παρασέλιδος τοῦ ἀπορρήτου τῶν ἐπιστολῶν. <box>171 1151 419 1212</box>
advert-knitting-machines <box>1169 997 1396 1114</box>
paragraph: Δὲν πρέπει νὰ παρέλθωσιν ἀπαρατήρητα δύο τηλεγραφήματα τῆς Γαλλικῆς Κυβερνήσεως πρὸς τοὺς ἀντιπροσώπους της, ἅτινα περιέχονται εἰς τὰ προσφάτως διανεμηθέντα εἰς τοὺς βουλευτὰς Κιτρίνας Βίβλους. <box>429 986 668 1077</box>
paragraph: Ὁ δὲ Ἀλῆς παρατηρῶν τὰ πάντα μὲ ὄμμα ἥσυχον, ἔμεινεν ἀκίνητος ἔμπροσθεν τῆς θύρας του, περιμένων τὸν καθορισμένον κλήρον. <box>678 1784 917 1845</box>
paragraph: Τὸ πρῶτον ἀπεστάλη τῇ 14/26 Μαΐου 1897 καὶ ἀφορᾷ εἰς τὸ ζήτημα τῆς Κρήτης. Ἐξ αὐτοῦ δὲ ἐμφαίνεται ὅτι, μετὰ τὴν ἀπὸ τὸ ὀκταμαχικὸν τοῦ ἀντάλλαγμα διαφόρων σκέψεων μεταξὺ τῶν Δυνάμεων ἡ Γαλλία πρώτη διετύπωσε τοὺς ὅρους τῆς αὐτονομίας τῆς Κρήτης. <box>429 1080 668 1203</box>
section-cross-separator: ✕ <box>541 964 555 984</box>
